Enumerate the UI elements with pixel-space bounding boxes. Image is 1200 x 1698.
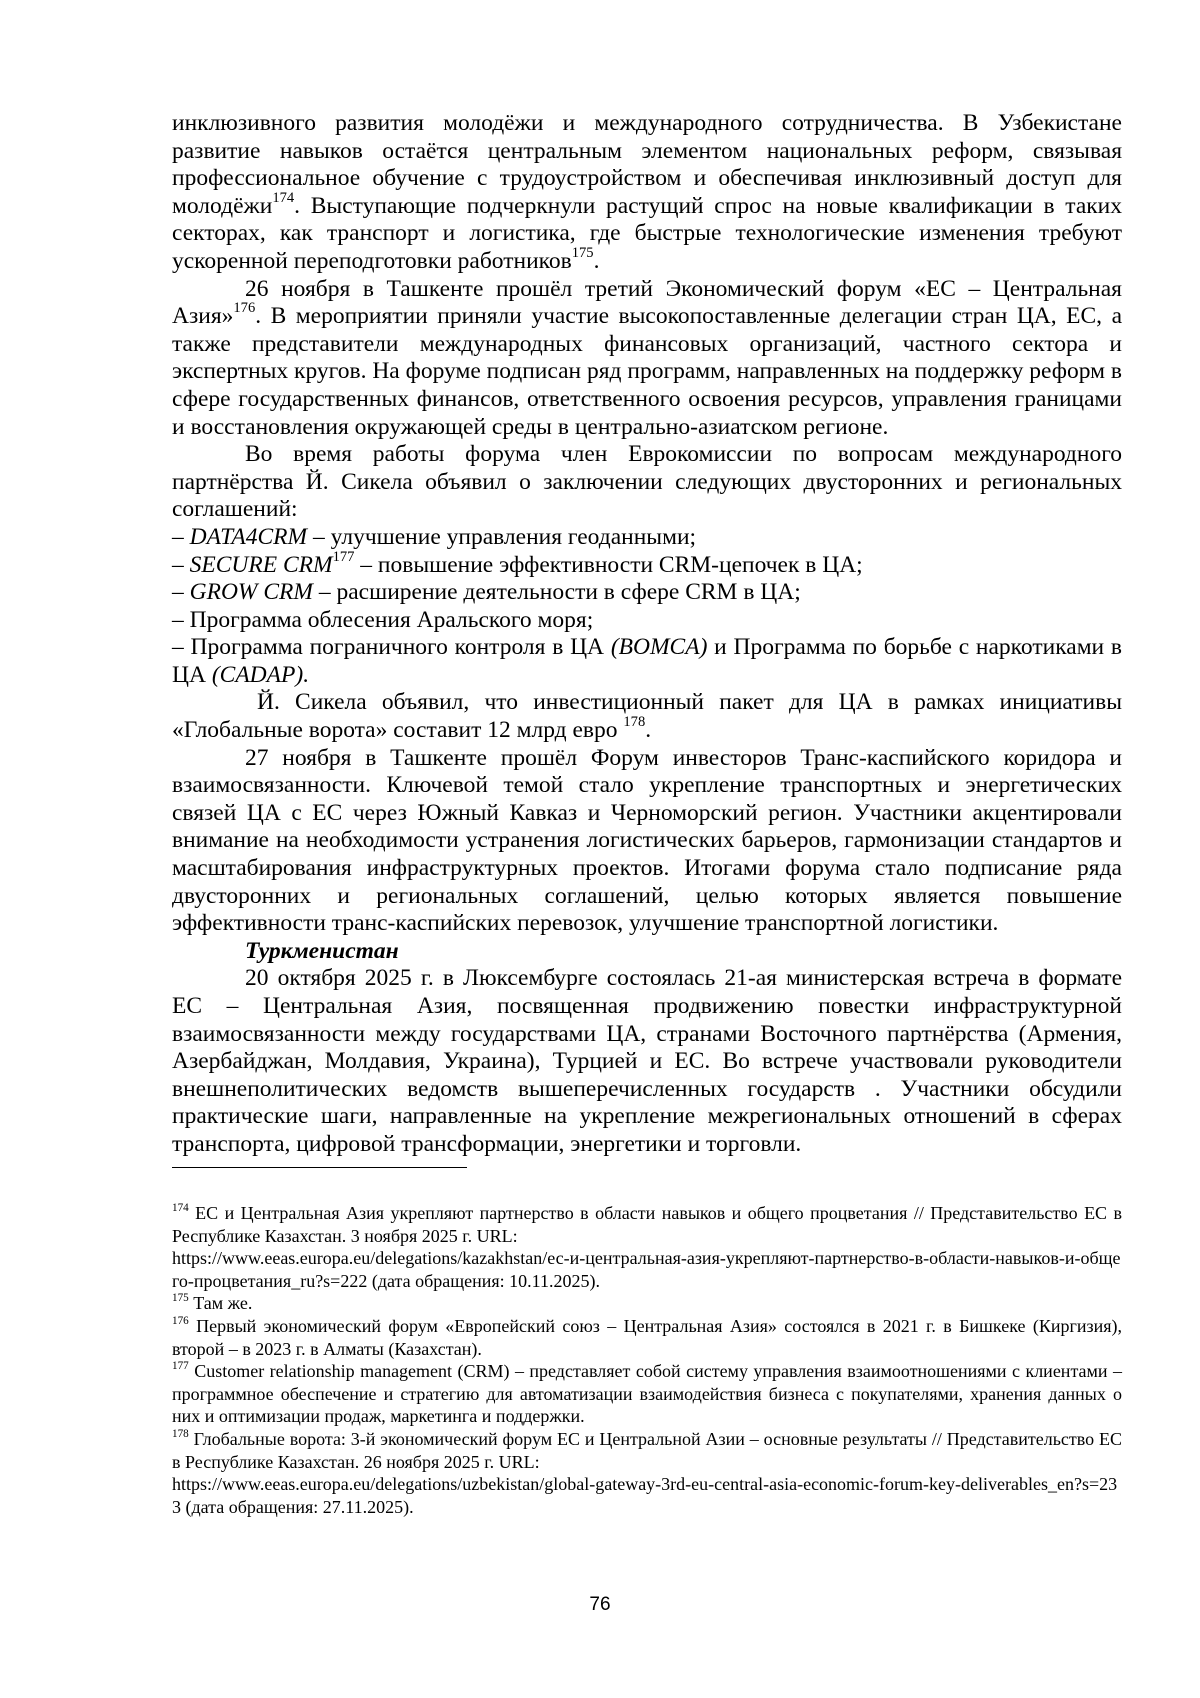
list-item-secure-crm: – SECURE CRM$^{177}$ – повышение эффективности CRM-цепочек в ЦА; (172, 548, 863, 578)
footnote-ref-174[interactable]: 174 (272, 189, 295, 206)
footnote-176: $^{176}$ Первый экономический форум «Европейский союз – Центральная Азия» состоялся в 2021 г. в Бишкеке (Киргизия), второй – в 2023 г. в Алматы (Казахстан). (172, 1314, 1122, 1359)
list-item-aral-sea: – Программа облесения Аральского моря; (172, 606, 594, 633)
footnote-number: 174 (172, 1202, 189, 1214)
footnote-178-url[interactable]: https://www.eeas.europa.eu/delegations/uzbekistan/global-gateway-3rd-eu-central-asia-economic-forum-key-deliverables_en?s=233 (дата обращения: 27.11.2025). (172, 1474, 1118, 1517)
footnote-175: $^{175}$ Там же. (172, 1292, 253, 1314)
paragraph-investors-forum: 27 ноября в Ташкенте прошёл Форум инвесторов Транс-каспийского коридора и взаимосвязанности. Ключевой темой стало укрепление транспортных и энергетических связей ЦА с ЕС через Южный Кавказ и Черноморский регион. Участники акцентировали внимание на необходимости устранения логистических барьеров, гармонизации стандартов и масштабирования инфраструктурных проектов. Итогами форума стало подписание ряда двусторонних и региональных соглашений, целью которых является повышение эффективности транс-каспийских перевозок, улучшение транспортной логистики. (172, 744, 1122, 937)
footnote-ref-176[interactable]: 176 (233, 300, 256, 317)
paragraph-agreements-intro: Во время работы форума член Еврокомиссии по вопросам международного партнёрства Й. Сикела объявил о заключении следующих двусторонних и региональных соглашений: (172, 441, 1122, 523)
footnote-177: $^{177}$ Customer relationship management (CRM) – представляет собой систему управления взаимоотношениями с клиентами – программное обеспечение и стратегию для автоматизации взаимодействия бизнеса с покупателями, хранения данных о них и оптимизации продаж, маркетинга и поддержки. (172, 1360, 1122, 1427)
footnotes (172, 1202, 1122, 1518)
footnote-number: 177 (172, 1360, 189, 1373)
paragraph-global-gateway: Й. Сикела объявил, что инвестиционный пакет для ЦА в рамках инициативы «Глобальные ворота» составит 12 млрд евро $^{178}$. (172, 689, 1122, 744)
footnote-ref-175[interactable]: 175 (571, 245, 594, 262)
paragraph-economic-forum: 26 ноября в Ташкенте прошёл третий Экономический форум «ЕС – Центральная Азия»$^{176}$. В мероприятии приняли участие высокопоставленные делегации стран ЦА, ЕС, а также представители международных финансовых организаций, частного сектора и экспертных кругов. На форуме подписан ряд программ, направленных на поддержку реформ в сфере государственных финансов, ответственного освоения ресурсов, управления границами и восстановления окружающей среды в центрально-азиатском регионе. (172, 275, 1122, 440)
paragraph-uzbekistan-skills: инклюзивного развития молодёжи и международного сотрудничества. В Узбекистане развитие навыков остаётся центральным элементом национальных реформ, связывая профессиональное обучение с трудоустройством и обеспечивая инклюзивный доступ для молодёжи$^{174}$. Выступающие подчеркнули растущий спрос на новые квалификации в таких секторах, как транспорт и логистика, где быстрые технологические изменения требуют ускоренной переподготовки работников$^{175}$. (172, 110, 1122, 274)
list-item-data4crm: – DATA4CRM – улучшение управления геоданными; (172, 523, 697, 550)
footnote-178: $^{178}$ Глобальные ворота: 3-й экономический форум ЕС и Центральной Азии – основные результаты // Представительство ЕС в Республике Казахстан. 26 ноября 2025 г. URL: (172, 1427, 1122, 1472)
list-item-grow-crm: – GROW CRM – расширение деятельности в сфере CRM в ЦА; (172, 579, 801, 606)
footnote-ref-177[interactable]: 177 (332, 548, 355, 565)
footnote-174-url[interactable]: https://www.eeas.europa.eu/delegations/kazakhstan/ес-и-центральная-азия-укрепляют-партнерство-в-области-навыков-и-общего-процветания_ru?s=222 (дата обращения: 10.11.2025). (172, 1248, 1121, 1291)
footnote-ref-178[interactable]: 178 (623, 714, 646, 731)
list-item-bomca-cadap: – Программа пограничного контроля в ЦА (BOMCA) и Программа по борьбе с наркотиками в ЦА (CADAP). (172, 634, 1123, 688)
footnote-number: 178 (172, 1427, 189, 1440)
footnote-174: $^{174}$ ЕС и Центральная Азия укрепляют партнерство в области навыков и общего процветания // Представительство ЕС в Республике Казахстан. 3 ноября 2025 г. URL: (172, 1202, 1122, 1246)
page-body (172, 110, 1122, 1159)
footnote-number: 176 (172, 1314, 189, 1327)
page-number: 76 (589, 1594, 611, 1615)
section-heading-turkmenistan: Туркменистан (245, 937, 399, 964)
paragraph-ministerial-meeting: 20 октября 2025 г. в Люксембурге состоялась 21-ая министерская встреча в формате ЕС – Центральная Азия, посвященная продвижению повестки инфраструктурной взаимосвязанности между государствами ЦА, странами Восточного партнёрства (Армения, Азербайджан, Молдавия, Украина), Турцией и ЕС. Во встрече участвовали руководители внешнеполитических ведомств вышеперечисленных государств . Участники обсудили практические шаги, направленные на укрепление межрегиональных отношений в сферах транспорта, цифровой трансформации, энергетики и торговли. (172, 965, 1122, 1157)
footnote-separator (172, 1167, 467, 1168)
footnote-number: 175 (172, 1292, 189, 1305)
